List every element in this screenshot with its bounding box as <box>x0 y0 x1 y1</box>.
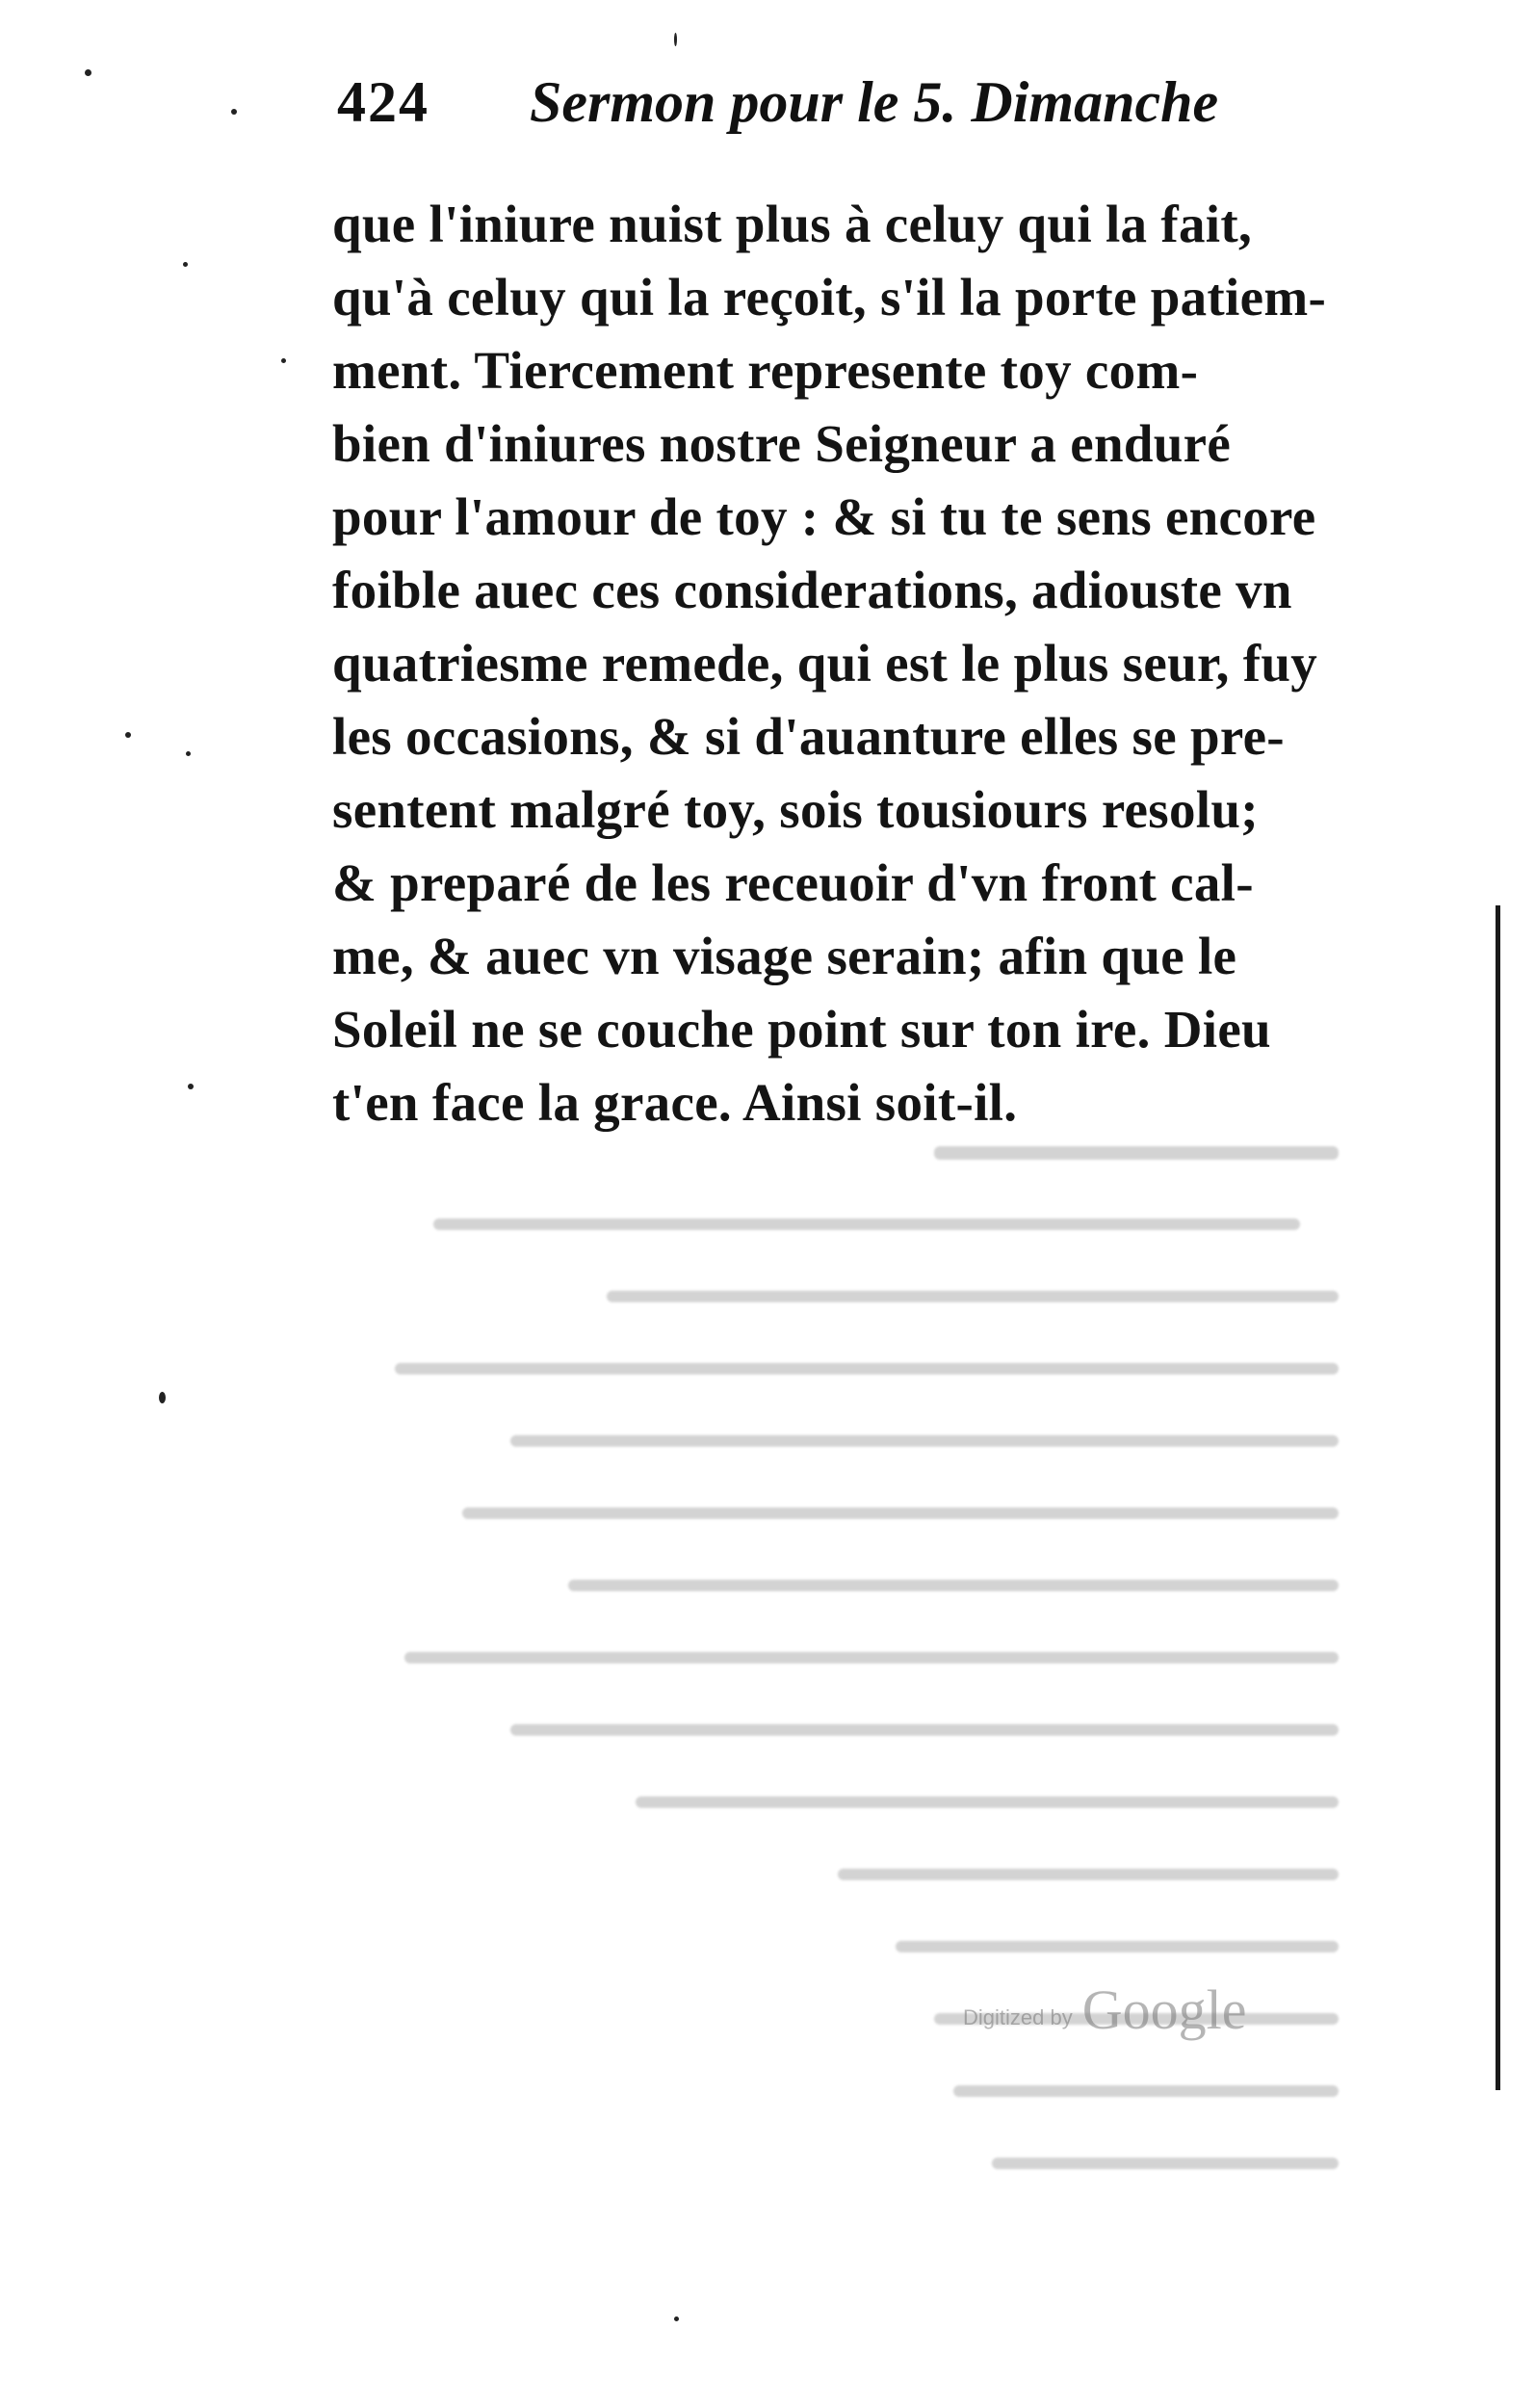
text-line: bien d'iniures nostre Seigneur a enduré <box>332 414 1232 473</box>
google-logo: Google <box>1081 1978 1247 2041</box>
text-line: ment. Tiercement represente toy com- <box>332 341 1199 400</box>
running-head <box>337 69 1310 156</box>
text-line: & preparé de les receuoir d'vn front cal- <box>332 853 1254 912</box>
bleed-through-texture <box>318 1127 1377 2235</box>
speck-mark <box>674 33 677 46</box>
digitized-by-watermark <box>963 1965 1246 2042</box>
watermark-prefix: Digitized by <box>963 2005 1073 2029</box>
body-text <box>332 188 1382 1139</box>
speck-mark <box>281 358 286 363</box>
text-line: t'en face la grace. Ainsi soit-il. <box>332 1073 1018 1132</box>
speck-mark <box>188 1084 194 1089</box>
speck-mark <box>186 751 191 756</box>
speck-mark <box>85 69 91 76</box>
binding-edge <box>1496 905 1500 2090</box>
text-line: qu'à celuy qui la reçoit, s'il la porte patiem- <box>332 268 1327 327</box>
text-line: me, & auec vn visage serain; afin que le <box>332 927 1237 985</box>
speck-mark <box>231 109 237 115</box>
text-line: foible auec ces considerations, adiouste vn <box>332 561 1292 619</box>
text-line: Soleil ne se couche point sur ton ire. Dieu <box>332 1000 1271 1059</box>
running-title: Sermon pour le 5. Dimanche <box>530 70 1219 134</box>
speck-mark <box>159 1392 166 1403</box>
text-line: que l'iniure nuist plus à celuy qui la fait, <box>332 195 1253 253</box>
speck-mark <box>125 732 131 738</box>
text-line: quatriesme remede, qui est le plus seur, fuy <box>332 634 1318 693</box>
speck-mark <box>183 262 188 267</box>
text-line: pour l'amour de toy : & si tu te sens encore <box>332 487 1316 546</box>
text-line: sentent malgré toy, sois tousiours resolu; <box>332 780 1259 839</box>
speck-mark <box>674 2316 679 2321</box>
page-number: 424 <box>337 70 429 134</box>
text-line: les occasions, & si d'auanture elles se pre- <box>332 707 1285 766</box>
